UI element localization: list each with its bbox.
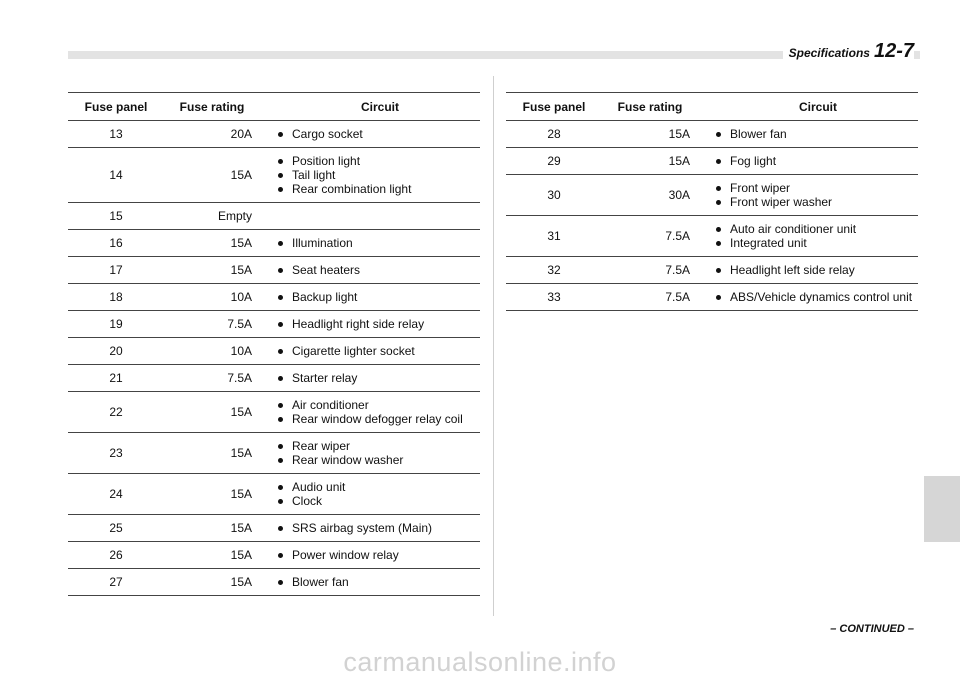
fuse-rating-cell: 15A (164, 257, 260, 284)
fuse-rating-cell: 30A (602, 175, 698, 216)
circuit-item: SRS airbag system (Main) (274, 521, 480, 535)
circuit-item: Position light (274, 154, 480, 168)
circuit-list (274, 575, 480, 589)
circuit-cell (260, 121, 480, 148)
fuse-panel-cell: 31 (506, 216, 602, 257)
circuit-item: Tail light (274, 168, 480, 182)
circuit-item: Rear combination light (274, 182, 480, 196)
fuse-panel-cell: 29 (506, 148, 602, 175)
circuit-list (712, 263, 918, 277)
fuse-rating-cell: 15A (164, 433, 260, 474)
fuse-table-right (506, 92, 918, 311)
column-divider (493, 76, 494, 616)
circuit-cell (260, 474, 480, 515)
header-fuse-rating: Fuse rating (602, 93, 698, 121)
circuit-list (274, 344, 480, 358)
circuit-list (274, 290, 480, 304)
circuit-item: Audio unit (274, 480, 480, 494)
fuse-panel-cell: 28 (506, 121, 602, 148)
circuit-list (712, 154, 918, 168)
fuse-rating-cell: 15A (164, 542, 260, 569)
circuit-cell (260, 284, 480, 311)
circuit-cell (260, 515, 480, 542)
fuse-rating-cell: 10A (164, 284, 260, 311)
fuse-panel-cell: 22 (68, 392, 164, 433)
section-title: Specifications (788, 46, 870, 60)
circuit-item: Cigarette lighter socket (274, 344, 480, 358)
header-fuse-panel: Fuse panel (506, 93, 602, 121)
circuit-item: Seat heaters (274, 263, 480, 277)
fuse-panel-cell: 16 (68, 230, 164, 257)
circuit-cell (260, 392, 480, 433)
circuit-item: Rear wiper (274, 439, 480, 453)
table-row (506, 216, 918, 257)
circuit-cell (260, 230, 480, 257)
fuse-panel-cell: 33 (506, 284, 602, 311)
fuse-rating-cell: 7.5A (602, 216, 698, 257)
fuse-panel-cell: 13 (68, 121, 164, 148)
circuit-list (712, 181, 918, 209)
circuit-cell (698, 121, 918, 148)
circuit-list (274, 317, 480, 331)
table-row (68, 257, 480, 284)
circuit-list (274, 548, 480, 562)
table-row (68, 230, 480, 257)
chapter-tab (924, 476, 960, 542)
table-row (506, 284, 918, 311)
fuse-rating-cell: 15A (164, 474, 260, 515)
continued-note: – CONTINUED – (830, 623, 914, 635)
table-row (506, 121, 918, 148)
header-fuse-panel: Fuse panel (68, 93, 164, 121)
circuit-item: Fog light (712, 154, 918, 168)
circuit-list (274, 263, 480, 277)
fuse-rating-cell: 15A (602, 121, 698, 148)
circuit-cell (260, 338, 480, 365)
fuse-panel-cell: 24 (68, 474, 164, 515)
page-header (783, 40, 914, 66)
fuse-rating-cell: 15A (164, 230, 260, 257)
table-header-row (68, 93, 480, 121)
fuse-panel-cell: 14 (68, 148, 164, 203)
circuit-list (712, 127, 918, 141)
circuit-list (274, 127, 480, 141)
fuse-rating-cell: 15A (164, 392, 260, 433)
fuse-rating-cell: 7.5A (164, 365, 260, 392)
circuit-item: Blower fan (274, 575, 480, 589)
fuse-rating-cell: 7.5A (602, 284, 698, 311)
circuit-cell (260, 148, 480, 203)
table-row (68, 433, 480, 474)
circuit-cell (260, 257, 480, 284)
table-row (68, 203, 480, 230)
table-header-row (506, 93, 918, 121)
circuit-item: Front wiper washer (712, 195, 918, 209)
circuit-list (712, 222, 918, 250)
table-row (68, 365, 480, 392)
circuit-item: Illumination (274, 236, 480, 250)
circuit-list (274, 371, 480, 385)
circuit-item: Integrated unit (712, 236, 918, 250)
circuit-item: Clock (274, 494, 480, 508)
table-row (506, 257, 918, 284)
circuit-item: Backup light (274, 290, 480, 304)
circuit-cell (260, 569, 480, 596)
page-number: 12-7 (873, 40, 914, 62)
fuse-rating-cell: Empty (164, 203, 260, 230)
fuse-panel-cell: 21 (68, 365, 164, 392)
fuse-table-left (68, 92, 480, 596)
circuit-item: Starter relay (274, 371, 480, 385)
fuse-panel-cell: 25 (68, 515, 164, 542)
circuit-cell (698, 257, 918, 284)
circuit-cell (698, 284, 918, 311)
circuit-list (274, 398, 480, 426)
circuit-cell (260, 433, 480, 474)
fuse-panel-cell: 18 (68, 284, 164, 311)
circuit-item: Rear window defogger relay coil (274, 412, 480, 426)
circuit-list (274, 236, 480, 250)
fuse-panel-cell: 27 (68, 569, 164, 596)
circuit-list (274, 439, 480, 467)
circuit-item: Headlight left side relay (712, 263, 918, 277)
circuit-cell (260, 203, 480, 230)
table-row (68, 542, 480, 569)
fuse-panel-cell: 26 (68, 542, 164, 569)
circuit-cell (698, 216, 918, 257)
fuse-panel-cell: 23 (68, 433, 164, 474)
table-row (68, 474, 480, 515)
circuit-item: ABS/Vehicle dynamics control unit (712, 290, 918, 304)
circuit-item: Power window relay (274, 548, 480, 562)
header-circuit: Circuit (698, 93, 918, 121)
table-row (68, 338, 480, 365)
table-row (506, 148, 918, 175)
circuit-item: Front wiper (712, 181, 918, 195)
circuit-item: Air conditioner (274, 398, 480, 412)
circuit-list (274, 480, 480, 508)
circuit-list (712, 290, 918, 304)
table-row (68, 121, 480, 148)
fuse-rating-cell: 15A (164, 148, 260, 203)
fuse-panel-cell: 20 (68, 338, 164, 365)
circuit-item: Auto air conditioner unit (712, 222, 918, 236)
fuse-rating-cell: 15A (164, 569, 260, 596)
fuse-panel-cell: 19 (68, 311, 164, 338)
fuse-panel-cell: 30 (506, 175, 602, 216)
table-row (68, 569, 480, 596)
circuit-cell (698, 175, 918, 216)
header-fuse-rating: Fuse rating (164, 93, 260, 121)
fuse-rating-cell: 15A (602, 148, 698, 175)
circuit-list (274, 154, 480, 196)
circuit-list (274, 521, 480, 535)
watermark: carmanualsonline.info (343, 647, 617, 677)
circuit-item: Headlight right side relay (274, 317, 480, 331)
circuit-item: Blower fan (712, 127, 918, 141)
circuit-cell (260, 542, 480, 569)
table-row (68, 392, 480, 433)
fuse-rating-cell: 20A (164, 121, 260, 148)
fuse-panel-cell: 17 (68, 257, 164, 284)
table-row (68, 311, 480, 338)
fuse-panel-cell: 15 (68, 203, 164, 230)
fuse-rating-cell: 15A (164, 515, 260, 542)
circuit-item: Rear window washer (274, 453, 480, 467)
fuse-rating-cell: 7.5A (602, 257, 698, 284)
circuit-item: Cargo socket (274, 127, 480, 141)
header-circuit: Circuit (260, 93, 480, 121)
fuse-rating-cell: 10A (164, 338, 260, 365)
fuse-panel-cell: 32 (506, 257, 602, 284)
fuse-rating-cell: 7.5A (164, 311, 260, 338)
table-row (68, 515, 480, 542)
table-row (68, 284, 480, 311)
table-row (506, 175, 918, 216)
circuit-cell (260, 311, 480, 338)
circuit-cell (698, 148, 918, 175)
circuit-cell (260, 365, 480, 392)
table-row (68, 148, 480, 203)
